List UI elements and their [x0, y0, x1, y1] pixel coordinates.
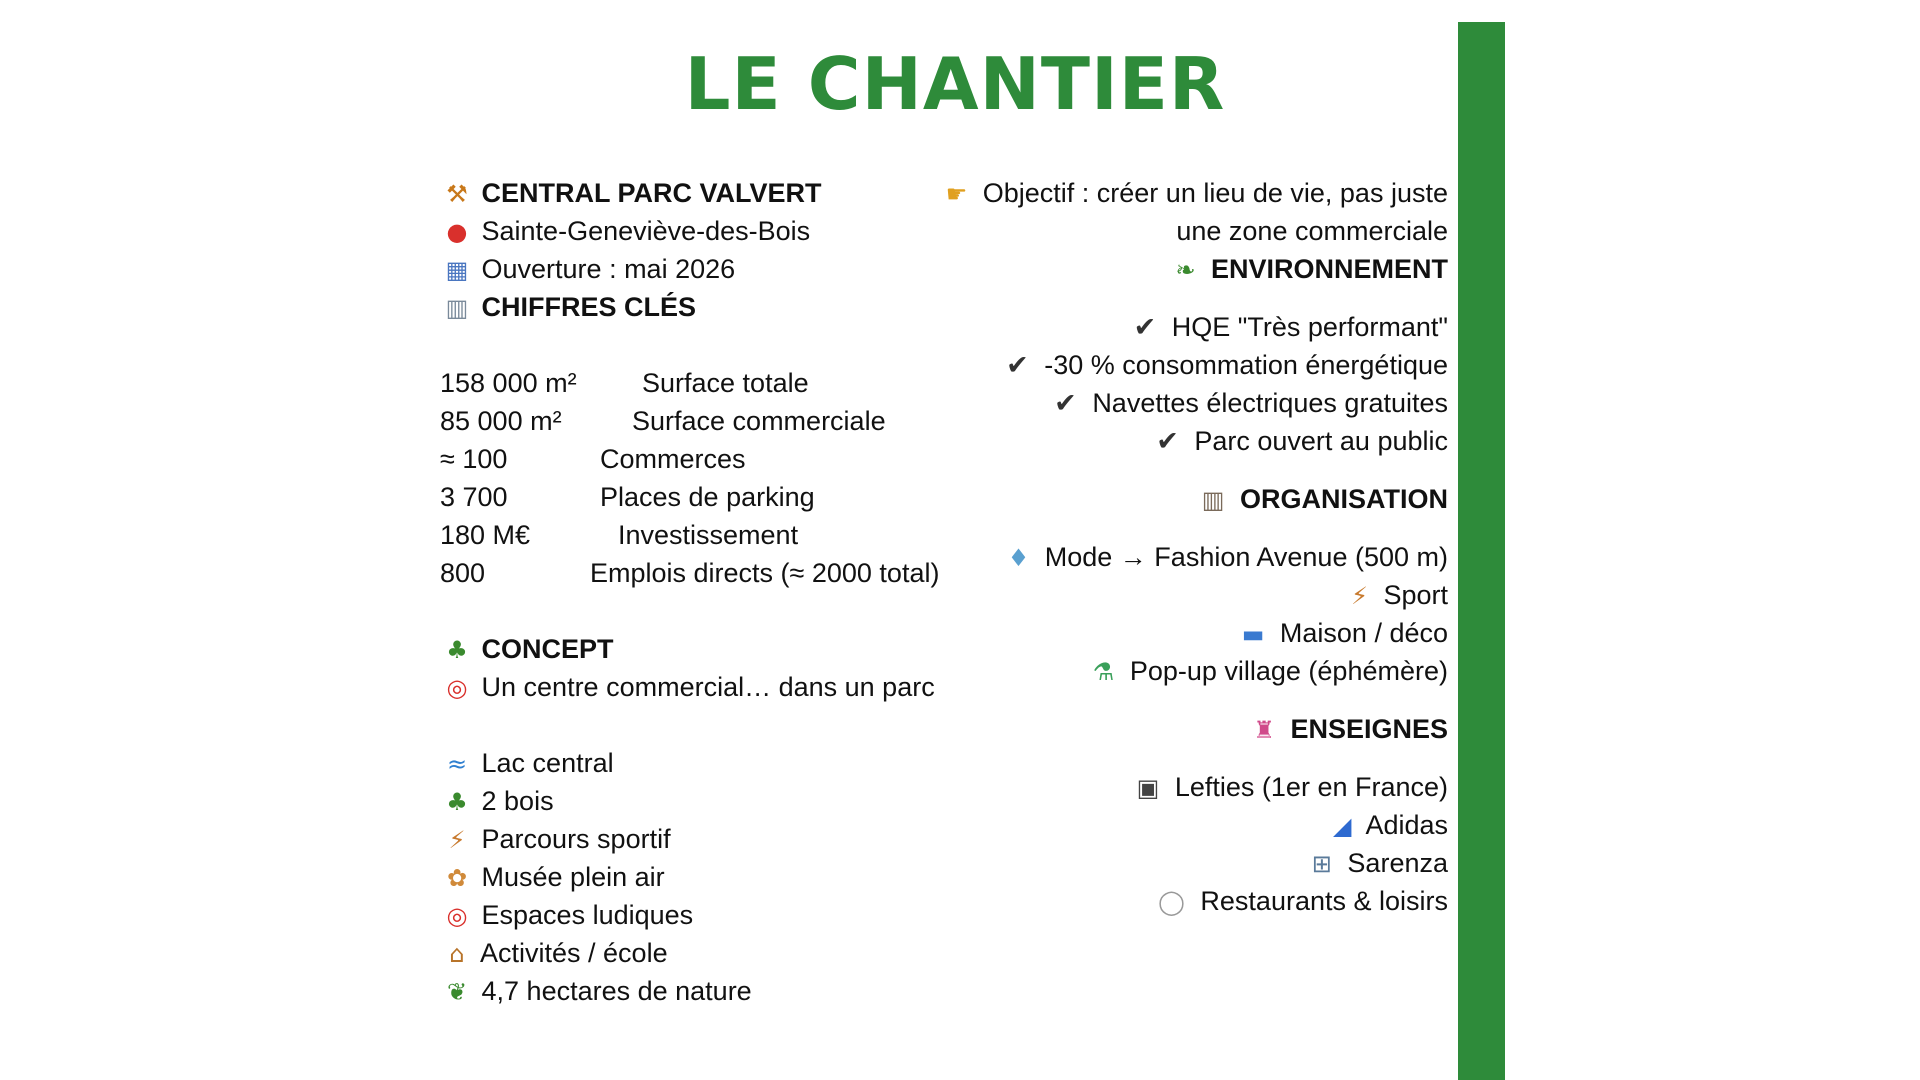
objective-line-1	[860, 174, 1448, 212]
key-figure-value: 180 M€	[440, 520, 531, 550]
organisation-item: Sport	[1383, 580, 1448, 610]
pin-icon: ●	[446, 218, 468, 246]
herb-icon: ❦	[446, 978, 468, 1006]
feature-text: Activités / école	[480, 938, 668, 968]
feature-text: 2 bois	[481, 786, 554, 816]
organisation-list	[860, 538, 1448, 690]
feature-text: Parcours sportif	[481, 824, 671, 854]
shopping-bags-icon: ♜	[1253, 716, 1275, 744]
key-figure-value: 158 000 m²	[440, 368, 577, 398]
plate-icon: ◯	[1158, 888, 1185, 916]
key-figure-label: Emplois directs (≈ 2000 total)	[590, 558, 940, 588]
checkmark-icon: ✔	[1006, 350, 1029, 381]
feature-text: Espaces ludiques	[481, 900, 694, 930]
list-item	[860, 614, 1448, 652]
tshirt-icon: ♦	[1007, 544, 1030, 572]
seedling-icon: ❧	[1175, 256, 1196, 284]
key-figure-value: 85 000 m²	[440, 406, 562, 436]
key-figure-label: Surface totale	[642, 368, 809, 398]
key-figures-heading: CHIFFRES CLÉS	[481, 292, 697, 322]
feature-text: Musée plein air	[481, 862, 665, 892]
objective-text-1: Objectif : créer un lieu de vie, pas juste	[982, 178, 1448, 208]
new-badge-icon: ▣	[1136, 774, 1160, 802]
brands-list	[860, 768, 1448, 920]
environment-item: -30 % consommation énergétique	[1044, 350, 1448, 380]
environment-item: HQE "Très performant"	[1171, 312, 1448, 342]
feature-text: Lac central	[481, 748, 614, 778]
key-figure-label: Places de parking	[600, 482, 815, 512]
palette-icon: ✿	[446, 864, 468, 892]
tree-icon: ♣	[446, 636, 468, 664]
sneaker-icon: ◢	[1332, 812, 1352, 840]
school-icon: ⌂	[449, 940, 465, 968]
wave-icon: ≈	[446, 750, 468, 778]
key-figure-label: Commerces	[600, 444, 746, 474]
list-item	[860, 652, 1448, 690]
environment-item: Navettes électriques gratuites	[1092, 388, 1448, 418]
slide-title: LE CHANTIER	[684, 42, 1226, 126]
list-item	[860, 538, 1448, 576]
list-item	[860, 308, 1448, 346]
list-item	[440, 972, 1000, 1010]
test-tube-icon: ⚗	[1092, 658, 1115, 686]
right-column	[860, 174, 1448, 920]
organisation-heading-line	[860, 480, 1448, 518]
organisation-item: Maison / déco	[1279, 618, 1448, 648]
list-item	[860, 576, 1448, 614]
list-item	[860, 384, 1448, 422]
project-location: Sainte-Geneviève-des-Bois	[481, 216, 811, 246]
checkmark-icon: ✔	[1156, 426, 1179, 457]
brands-heading: ENSEIGNES	[1290, 714, 1448, 744]
organisation-heading: ORGANISATION	[1240, 484, 1448, 514]
environment-heading-line	[860, 250, 1448, 288]
checkmark-icon: ✔	[1054, 388, 1077, 419]
brand-item: Adidas	[1365, 810, 1448, 840]
concept-heading: CONCEPT	[481, 634, 614, 664]
target-icon: ◎	[446, 674, 468, 702]
objective-line-2	[860, 212, 1448, 250]
objective-text-2: une zone commerciale	[1176, 216, 1448, 246]
key-figure-label: Surface commerciale	[632, 406, 886, 436]
list-item	[440, 934, 1000, 972]
runner-icon: ⚡	[448, 826, 466, 854]
runner-icon: ⚡	[1351, 582, 1368, 610]
list-item	[860, 422, 1448, 460]
organisation-item: Mode → Fashion Avenue (500 m)	[1044, 542, 1448, 572]
list-item	[860, 806, 1448, 844]
couch-icon: ▬	[1241, 620, 1265, 648]
organisation-item: Pop-up village (éphémère)	[1129, 656, 1448, 686]
construction-crane-icon: ⚒	[446, 180, 468, 208]
key-figure-value: 800	[440, 558, 486, 588]
list-item	[860, 844, 1448, 882]
brand-item: Restaurants & loisirs	[1200, 886, 1448, 916]
project-opening: Ouverture : mai 2026	[481, 254, 736, 284]
environment-heading: ENVIRONNEMENT	[1210, 254, 1448, 284]
key-figure-value: ≈ 100	[440, 444, 508, 474]
brands-heading-line	[860, 710, 1448, 748]
project-name: CENTRAL PARC VALVERT	[481, 178, 822, 208]
environment-list	[860, 308, 1448, 460]
building-icon: ▥	[445, 294, 469, 322]
feature-text: 4,7 hectares de nature	[481, 976, 752, 1006]
environment-item: Parc ouvert au public	[1194, 426, 1448, 456]
calendar-icon: ▦	[445, 256, 469, 284]
concept-tagline: Un centre commercial… dans un parc	[481, 672, 935, 702]
list-item	[860, 882, 1448, 920]
brand-item: Lefties (1er en France)	[1174, 772, 1448, 802]
brand-item: Sarenza	[1347, 848, 1448, 878]
checkmark-icon: ✔	[1133, 312, 1157, 343]
pointing-hand-icon: ☛	[945, 180, 968, 208]
target-icon: ◎	[446, 902, 468, 930]
list-item	[860, 768, 1448, 806]
cart-icon: ⊞	[1311, 850, 1332, 878]
building-icon: ▥	[1201, 486, 1225, 514]
list-item	[860, 346, 1448, 384]
accent-sidebar-bar	[1458, 22, 1505, 1080]
key-figure-label: Investissement	[618, 520, 799, 550]
key-figure-value: 3 700	[440, 482, 508, 512]
tree-icon: ♣	[446, 788, 468, 816]
